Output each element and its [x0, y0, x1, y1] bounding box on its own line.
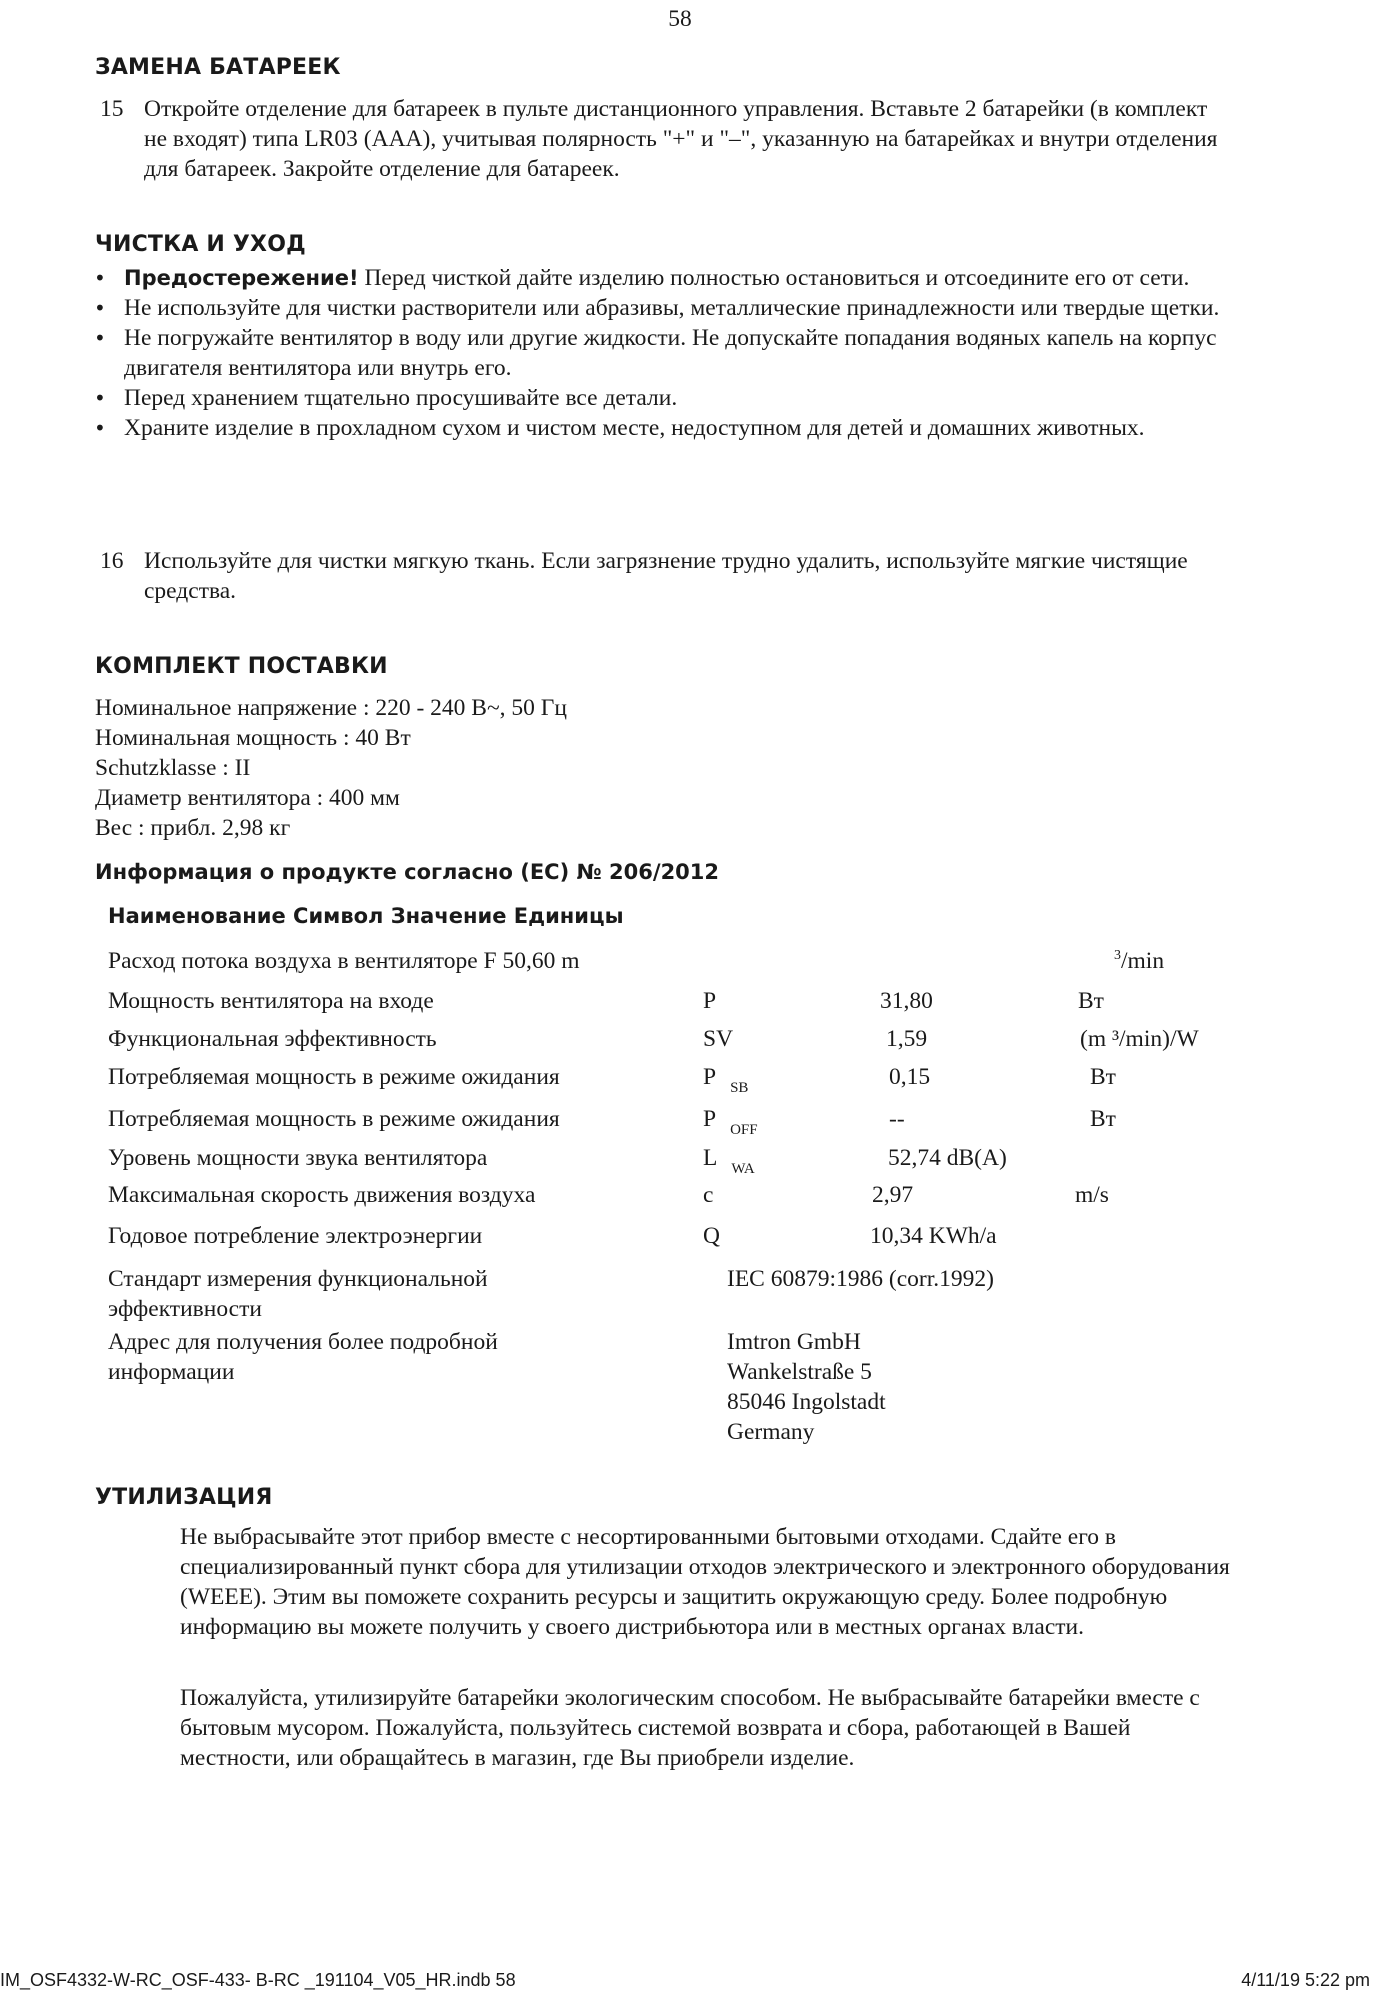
cleaning-step-text: Используйте для чистки мягкую ткань. Если загрязнение трудно удалить, используйте мягкие чистящие средства.: [144, 548, 1188, 604]
list-item-text: Не используйте для чистки растворители или абразивы, металлические принадлежности или твердые щетки.: [124, 295, 1220, 321]
row-symbol-main: P: [703, 988, 717, 1014]
section-title-kit: КОМПЛЕКТ ПОСТАВКИ: [95, 654, 388, 679]
spec-diameter: Диаметр вентилятора : 400 мм: [95, 785, 400, 811]
row-symbol: [703, 1143, 755, 1176]
row-symbol-subscript: WA: [731, 1161, 755, 1177]
row-name: Потребляемая мощность в режиме ожидания: [108, 1064, 560, 1090]
address-value: [727, 1327, 886, 1447]
list-item-text: Перед хранением тщательно просушивайте все детали.: [124, 385, 678, 411]
row-symbol-main: SV: [703, 1026, 734, 1052]
standard-label: [108, 1264, 488, 1324]
bullet-icon: •: [94, 266, 106, 290]
row-unit: Вт: [1078, 988, 1104, 1014]
row-value: 52,74 dB(A): [888, 1145, 1007, 1171]
spec-power: Номинальная мощность : 40 Вт: [95, 725, 411, 751]
spec-protection-class: Schutzklasse : II: [95, 755, 251, 781]
row-value: --: [889, 1106, 905, 1132]
airflow-unit-sup: 3: [1114, 948, 1121, 963]
footer-datetime: 4/11/19 5:22 pm: [1241, 1970, 1370, 1990]
row-symbol-subscript: SB: [730, 1080, 749, 1096]
footer-file-name: IM_OSF4332-W-RC_OSF-433- B-RC _191104_V05_HR.indb 58: [0, 1970, 516, 1990]
row-unit: Вт: [1090, 1106, 1116, 1132]
disposal-paragraph-1: Не выбрасывайте этот прибор вместе с несортированными бытовыми отходами. Сдайте его в специализированный пункт сбора для утилизации отходов электрического и электронного оборудования (WEEE). Этим вы поможете сохранить ресурсы и защитить окружающую среду. Более подробную информацию вы можете получить у своего дистрибьютора или в местных органах власти.: [180, 1524, 1230, 1640]
row-symbol-subscript: OFF: [730, 1122, 758, 1138]
airflow-unit: [1114, 946, 1164, 980]
row-value: 0,15: [889, 1064, 931, 1090]
spec-voltage: Номинальное напряжение : 220 - 240 В~, 50 Гц: [95, 695, 567, 721]
standard-label-line: Стандарт измерения функциональной: [108, 1266, 488, 1292]
row-symbol-main: c: [703, 1182, 714, 1208]
cleaning-step: [100, 546, 1230, 606]
warning-label: Предостережение!: [124, 266, 359, 290]
row-symbol: [703, 986, 716, 1016]
row-symbol: [703, 1180, 713, 1210]
bullet-icon: •: [94, 416, 106, 440]
airflow-row: [108, 946, 580, 976]
row-value: 10,34 KWh/a: [870, 1223, 997, 1249]
row-name: Мощность вентилятора на входе: [108, 988, 434, 1014]
address-line: Germany: [727, 1419, 815, 1445]
section-title-battery: ЗАМЕНА БАТАРЕЕК: [95, 55, 341, 80]
list-item: [94, 383, 1234, 413]
spec-list: [95, 693, 567, 843]
standard-label-line: эффективности: [108, 1296, 262, 1322]
row-unit: m/s: [1075, 1182, 1109, 1208]
row-name: Уровень мощности звука вентилятора: [108, 1145, 488, 1171]
standard-value: IEC 60879:1986 (corr.1992): [727, 1266, 994, 1292]
row-symbol-main: L: [703, 1145, 718, 1171]
address-line: 85046 Ingolstadt: [727, 1389, 886, 1415]
address-line: Wankelstraße 5: [727, 1359, 872, 1385]
row-symbol-main: P: [703, 1064, 717, 1090]
product-info-title: Информация о продукте согласно (ЕС) № 206/2012: [95, 860, 720, 884]
airflow-unit-text: /min: [1121, 948, 1165, 974]
disposal-paragraph-2: Пожалуйста, утилизируйте батарейки экологическим способом. Не выбрасывайте батарейки вместе с бытовым мусором. Пожалуйста, пользуйтесь системой возврата и сбора, работающей в Вашей местности, или обращайтесь в магазин, где Вы приобрели изделие.: [180, 1685, 1200, 1771]
row-symbol: [703, 1062, 748, 1095]
list-item: [94, 293, 1234, 323]
address-label-line: информации: [108, 1359, 235, 1385]
row-symbol: [703, 1024, 733, 1054]
step-number-15: 15: [100, 96, 124, 122]
row-name: Годовое потребление электроэнергии: [108, 1223, 483, 1249]
section-title-disposal: УТИЛИЗАЦИЯ: [95, 1485, 273, 1510]
row-value: 2,97: [872, 1182, 914, 1208]
row-unit: (m ³/min)/W: [1080, 1026, 1199, 1052]
row-symbol-main: P: [703, 1106, 717, 1132]
address-label: [108, 1327, 498, 1387]
row-name: Функциональная эффективность: [108, 1026, 437, 1052]
bullet-icon: •: [94, 296, 106, 320]
row-unit: Вт: [1090, 1064, 1116, 1090]
spec-weight: Вес : прибл. 2,98 кг: [95, 815, 291, 841]
battery-step-text: Откройте отделение для батареек в пульте дистанционного управления. Вставьте 2 батарейки (в комплект не входят) типа LR03 (AAA), учитывая полярность "+" и "–", указанную на батарейках и внутри отделения для батареек. Закройте отделение для батареек.: [144, 96, 1218, 182]
bullet-icon: •: [94, 326, 106, 350]
list-item-text: Храните изделие в прохладном сухом и чистом месте, недоступном для детей и домашних животных.: [124, 415, 1145, 441]
page-number: 58: [668, 6, 692, 32]
product-info-header: Наименование Символ Значение Единицы: [108, 904, 624, 928]
row-name: Потребляемая мощность в режиме ожидания: [108, 1106, 560, 1132]
bullet-icon: •: [94, 386, 106, 410]
section-title-cleaning: ЧИСТКА И УХОД: [95, 232, 306, 257]
row-name: Максимальная скорость движения воздуха: [108, 1182, 536, 1208]
cleaning-bullet-list: [94, 263, 1234, 443]
row-symbol: [703, 1221, 720, 1251]
row-value: 31,80: [880, 988, 933, 1014]
airflow-row-text: Расход потока воздуха в вентиляторе F 50,60 m: [108, 948, 580, 974]
warning-text: Перед чисткой дайте изделию полностью остановиться и отсоедините его от сети.: [358, 265, 1190, 291]
row-symbol: [703, 1104, 758, 1137]
row-value: 1,59: [886, 1026, 928, 1052]
address-label-line: Адрес для получения более подробной: [108, 1329, 498, 1355]
list-item: [94, 413, 1234, 443]
address-line: Imtron GmbH: [727, 1329, 861, 1355]
list-item: [94, 263, 1234, 293]
step-number-16: 16: [100, 548, 124, 574]
battery-step: [100, 94, 1230, 184]
list-item: [94, 323, 1234, 383]
list-item-text: Не погружайте вентилятор в воду или другие жидкости. Не допускайте попадания водяных капель на корпус двигателя вентилятора или внутрь его.: [124, 325, 1217, 381]
row-symbol-main: Q: [703, 1223, 720, 1249]
